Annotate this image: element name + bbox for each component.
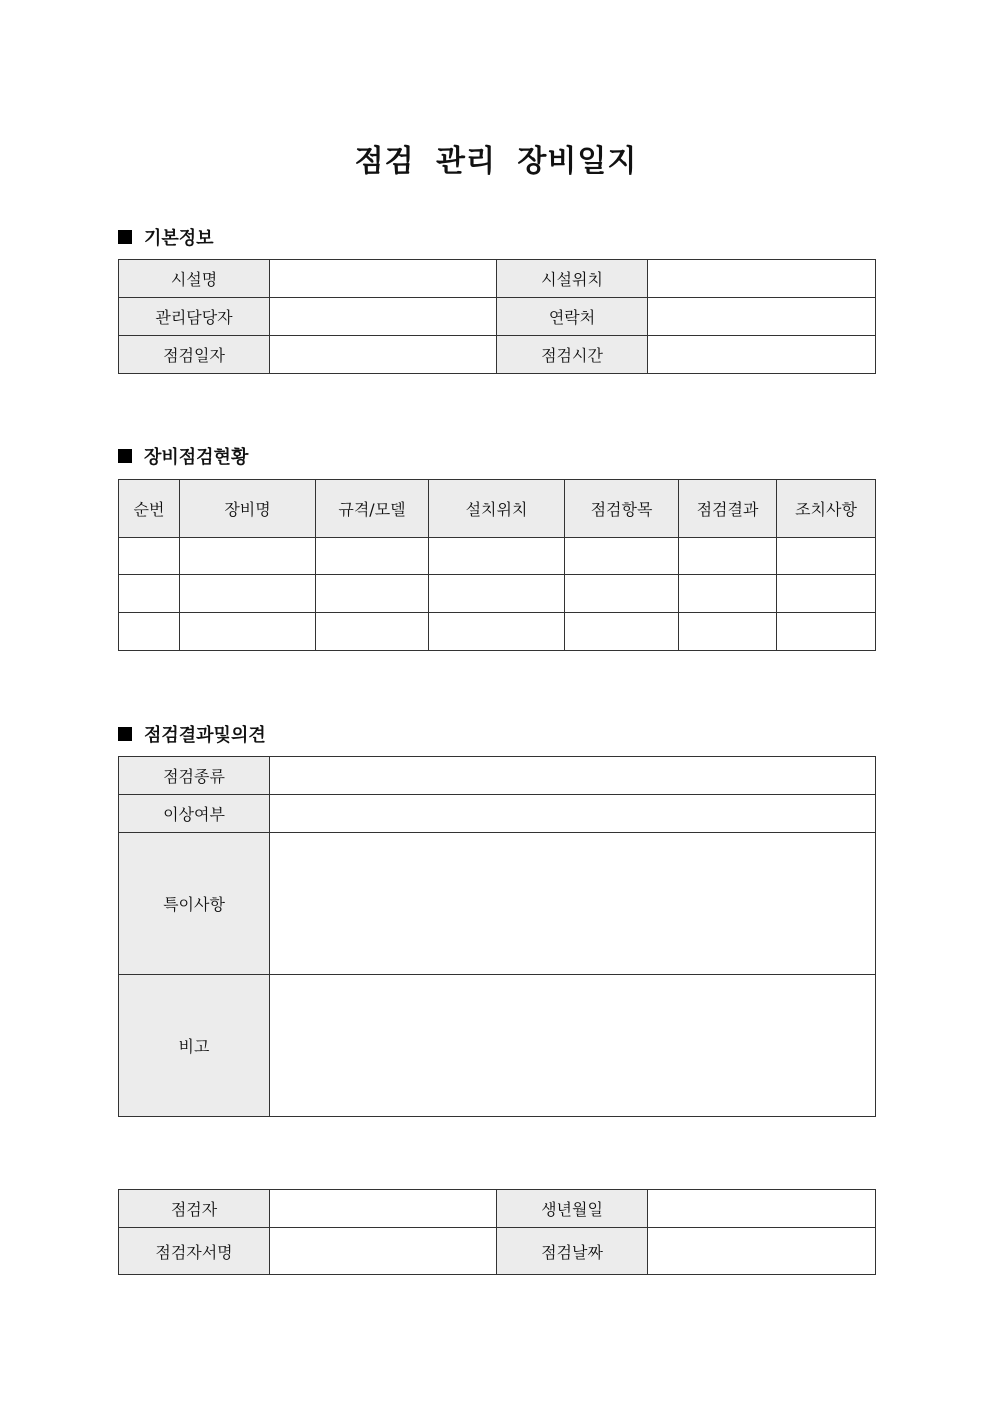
table-cell[interactable]: [679, 613, 777, 651]
section-heading-basic-info: [118, 224, 214, 250]
manager-label: 관리담당자: [119, 298, 270, 336]
table-cell[interactable]: [777, 538, 876, 575]
inspection-type-label: 점검종류: [119, 757, 270, 795]
inspection-time-field[interactable]: [648, 336, 876, 374]
abnormality-field[interactable]: [270, 795, 876, 833]
table-cell[interactable]: [316, 613, 429, 651]
facility-name-field[interactable]: [270, 260, 497, 298]
square-bullet-icon: [118, 230, 132, 244]
inspection-date-label: 점검일자: [119, 336, 270, 374]
signature-table: [118, 1189, 876, 1275]
manager-field[interactable]: [270, 298, 497, 336]
section-heading-label: 기본정보: [144, 228, 214, 249]
basic-info-table: [118, 259, 876, 374]
table-row: [119, 833, 876, 975]
table-row: [119, 336, 876, 374]
table-cell[interactable]: [316, 575, 429, 613]
remarks-label: 비고: [119, 975, 270, 1117]
facility-name-label: 시설명: [119, 260, 270, 298]
column-header-spec-model: 규격/모델: [316, 480, 429, 538]
inspector-signature-field[interactable]: [270, 1228, 497, 1275]
facility-location-label: 시설위치: [497, 260, 648, 298]
table-cell[interactable]: [565, 613, 679, 651]
square-bullet-icon: [118, 449, 132, 463]
section-heading-label: 장비점검현황: [144, 447, 249, 468]
table-cell[interactable]: [565, 575, 679, 613]
table-cell[interactable]: [119, 575, 180, 613]
table-row: [119, 1190, 876, 1228]
equipment-status-table: [118, 479, 876, 651]
special-notes-label: 특이사항: [119, 833, 270, 975]
abnormality-label: 이상여부: [119, 795, 270, 833]
table-row: [119, 613, 876, 651]
table-row: [119, 1228, 876, 1275]
table-cell[interactable]: [316, 538, 429, 575]
inspector-label: 점검자: [119, 1190, 270, 1228]
table-cell[interactable]: [180, 575, 316, 613]
contact-label: 연락처: [497, 298, 648, 336]
inspection-time-label: 점검시간: [497, 336, 648, 374]
column-header-inspection-item: 점검항목: [565, 480, 679, 538]
column-header-no: 순번: [119, 480, 180, 538]
page-title: 점검 관리 장비일지: [354, 144, 638, 179]
remarks-field[interactable]: [270, 975, 876, 1117]
signature-date-field[interactable]: [648, 1228, 876, 1275]
table-row: [119, 260, 876, 298]
table-cell[interactable]: [777, 613, 876, 651]
table-row: [119, 298, 876, 336]
table-cell[interactable]: [180, 613, 316, 651]
table-cell[interactable]: [429, 538, 565, 575]
table-row: [119, 795, 876, 833]
column-header-equipment-name: 장비명: [180, 480, 316, 538]
table-cell[interactable]: [180, 538, 316, 575]
table-row: [119, 575, 876, 613]
special-notes-field[interactable]: [270, 833, 876, 975]
section-heading-equipment-status: [118, 443, 248, 469]
table-cell[interactable]: [679, 575, 777, 613]
results-table: [118, 756, 876, 1117]
table-cell[interactable]: [119, 613, 180, 651]
table-row: [119, 538, 876, 575]
birth-date-field[interactable]: [648, 1190, 876, 1228]
column-header-action: 조치사항: [777, 480, 876, 538]
facility-location-field[interactable]: [648, 260, 876, 298]
inspection-date-field[interactable]: [270, 336, 497, 374]
table-cell[interactable]: [119, 538, 180, 575]
section-heading-results: [118, 721, 266, 747]
contact-field[interactable]: [648, 298, 876, 336]
table-row: [119, 757, 876, 795]
birth-date-label: 생년월일: [497, 1190, 648, 1228]
table-cell[interactable]: [565, 538, 679, 575]
signature-date-label: 점검날짜: [497, 1228, 648, 1275]
section-heading-label: 점검결과및의견: [144, 725, 266, 746]
column-header-install-location: 설치위치: [429, 480, 565, 538]
table-cell[interactable]: [679, 538, 777, 575]
table-header-row: [119, 480, 876, 538]
inspection-type-field[interactable]: [270, 757, 876, 795]
inspector-signature-label: 점검자서명: [119, 1228, 270, 1275]
column-header-inspection-result: 점검결과: [679, 480, 777, 538]
table-cell[interactable]: [777, 575, 876, 613]
square-bullet-icon: [118, 727, 132, 741]
table-cell[interactable]: [429, 613, 565, 651]
table-cell[interactable]: [429, 575, 565, 613]
inspector-field[interactable]: [270, 1190, 497, 1228]
table-row: [119, 975, 876, 1117]
